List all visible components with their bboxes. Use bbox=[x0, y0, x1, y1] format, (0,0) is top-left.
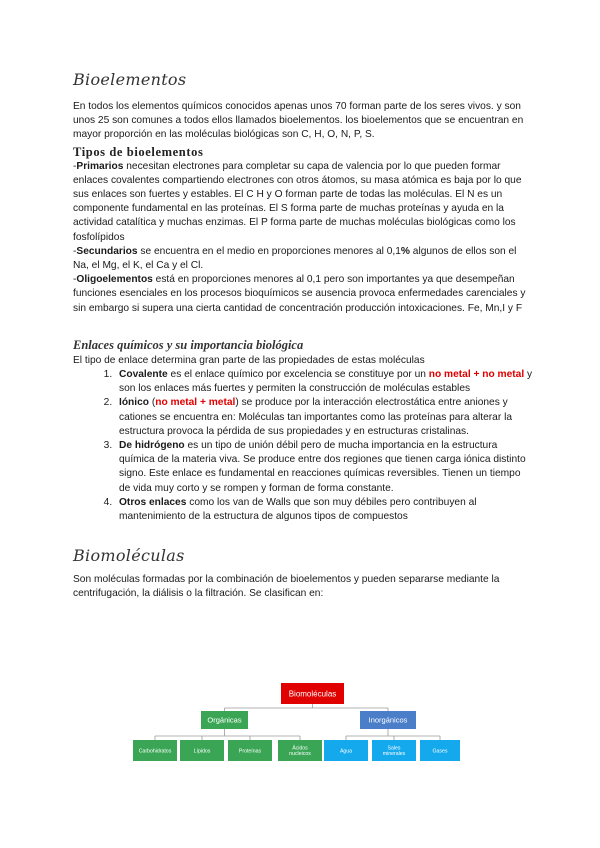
section-title-bioelementos: Bioelementos bbox=[73, 70, 187, 89]
node-organic-leaf bbox=[278, 740, 322, 761]
node-organic-leaf bbox=[180, 740, 224, 761]
paragraph-enlaces-intro: El tipo de enlace determina gran parte de las propiedades de estas moléculas bbox=[73, 354, 425, 366]
node-organic-leaf-label: Carbohidratos bbox=[138, 748, 172, 755]
node-inorganic-leaf bbox=[324, 740, 368, 761]
diagram-nodes bbox=[133, 683, 460, 761]
paragraph-oligoelementos: -Oligoelementos está en proporciones menores al 0,1 pero son importantes ya que desempeñan funciones esenciales en los procesos bioquímicos se ausencia provoca enfermedades carenciales y sin embargo si supera una cierta cantidad de concentración producción intoxicaciones. Fe, Mn,I y F bbox=[73, 274, 526, 314]
paragraph-secundarios: -Secundarios se encuentra en el medio en proporciones menores al 0,1% algunos de ellos son el Na, el Mg, el K, el Ca y el Cl. bbox=[73, 245, 517, 272]
node-inorganic-leaf-label: Agua bbox=[339, 748, 353, 755]
item-text: ( bbox=[149, 397, 156, 409]
section-title-biomoleculas: Biomoléculas bbox=[73, 546, 185, 566]
term-primarios: Primarios bbox=[76, 160, 124, 172]
item-text: y son los enlaces más fuertes y permiten la construcción de moléculas estables bbox=[119, 369, 533, 395]
node-organicas-label: Orgánicas bbox=[207, 715, 242, 725]
item-highlight: no metal + no metal bbox=[428, 369, 525, 381]
term-oligoelementos: Oligoelementos bbox=[76, 274, 153, 286]
term-hidrogeno: De hidrógeno bbox=[119, 440, 185, 452]
term-covalente: Covalente bbox=[119, 369, 168, 381]
paragraph-primarios: -Primarios necesitan electrones para completar su capa de valencia por lo que pueden formar enlaces covalentes compartiendo electrones con otros átomos, su masa atómica es baja por lo que sus enlaces son fuertes y estables. El C H y O forman parte de todas las moléculas. El N es un componente fundamental en las proteínas. El S forma parte de muchas proteínas y ayuda en la actividad catalítica y muchas enzimas. El P forma parte de muchas moléculas biológicas como los fosfolípidos bbox=[73, 160, 522, 243]
text-oligoelementos: está en proporciones menores al 0,1 pero son importantes ya que desempeñan funciones esenciales en los procesos bioquímicos se ausencia provoca enfermedades carenciales y sin embargo si supera una cierta cantidad de concentración producción intoxicaciones. Fe, Mn,I y F bbox=[73, 274, 526, 314]
node-biomoleculas-label: Biomoléculas bbox=[288, 689, 337, 699]
node-biomoleculas bbox=[281, 683, 344, 704]
item-text: es un tipo de unión débil pero de mucha importancia en la estructura química de la materia viva. Se produce entre dos regiones que tienen carga iónica distinto signo. Este enlace es fundamental en reacciones químicas reversibles. Tienen un tiempo de vida muy corto y se rompen y forman de forma constante. bbox=[119, 440, 526, 494]
node-organic-leaf-label: Lípidos bbox=[193, 748, 211, 755]
paragraph-biomoleculas: Son moléculas formadas por la combinación de bioelementos y pueden separarse mediante la centrifugación, la diálisis o la filtración. Se clasifican en: bbox=[73, 574, 500, 600]
paragraph-intro: En todos los elementos químicos conocidos apenas unos 70 forman parte de los seres vivos. y son unos 25 son comunes a todos ellos llamados bioelementos. los bioelementos que se encuentran en mayor proporción en las moléculas biológicas son C, H, O, N, P, S. bbox=[73, 101, 524, 141]
text-secundarios-pct: % bbox=[400, 245, 410, 257]
node-inorganic-leaf bbox=[372, 740, 416, 761]
node-inorganicos bbox=[360, 711, 416, 729]
node-organicas bbox=[201, 711, 248, 729]
item-text: como los van de Walls que son muy débiles pero contribuyen al mantenimiento de la estructura de algunos tipos de compuestos bbox=[119, 496, 477, 523]
text-secundarios-a: se encuentra en el medio en proporciones menores al 0,1 bbox=[137, 245, 401, 257]
text-secundarios-b: algunos de ellos son el Na, el Mg, el K, el Ca y el Cl. bbox=[73, 245, 517, 272]
section-title-enlaces: Enlaces químicos y su importancia biológica bbox=[73, 337, 304, 352]
node-inorganic-leaf-label: Gases bbox=[432, 748, 448, 755]
node-organic-leaf bbox=[133, 740, 177, 761]
node-organic-leaf bbox=[228, 740, 272, 761]
item-text: es el enlace químico por excelencia se constituye por un bbox=[167, 369, 429, 381]
term-ionico: Iónico bbox=[119, 397, 149, 409]
node-inorganic-leaf-label: Sales bbox=[387, 745, 401, 752]
term-secundarios: Secundarios bbox=[76, 245, 138, 257]
subheading-tipos: Tipos de bioelementos bbox=[73, 144, 204, 159]
node-inorganicos-label: Inorgánicos bbox=[368, 715, 408, 725]
node-organic-leaf-label: Proteínas bbox=[238, 748, 262, 755]
item-text: ) se produce por la interacción electrostática entre aniones y cationes se encuentra en: Moléculas tan importantes como las proteínas para alterar la estructura provoca la pérdida de sus propiedades y en estructuras cristalinas. bbox=[119, 397, 512, 437]
node-organic-leaf-label: Ácidos bbox=[292, 745, 308, 752]
item-highlight: no metal + metal bbox=[155, 397, 236, 409]
node-organic-leaf-label: nucleicos bbox=[289, 751, 311, 758]
text-primarios: necesitan electrones para completar su capa de valencia por lo que pueden formar enlaces covalentes compartiendo electrones con otros átomos, su masa atómica es baja por lo que sus enlaces son fuertes y estables. El C H y O forman parte de todas las moléculas. El N es un componente fundamental en las proteínas. El S forma parte de muchas proteínas y ayuda en la actividad catalítica y muchas enzimas. El P forma parte de muchas moléculas biológicas como los fosfolípidos bbox=[73, 160, 522, 243]
node-inorganic-leaf-label: minerales bbox=[382, 751, 406, 758]
term-otros-enlaces: Otros enlaces bbox=[119, 496, 187, 508]
node-inorganic-leaf bbox=[420, 740, 460, 761]
